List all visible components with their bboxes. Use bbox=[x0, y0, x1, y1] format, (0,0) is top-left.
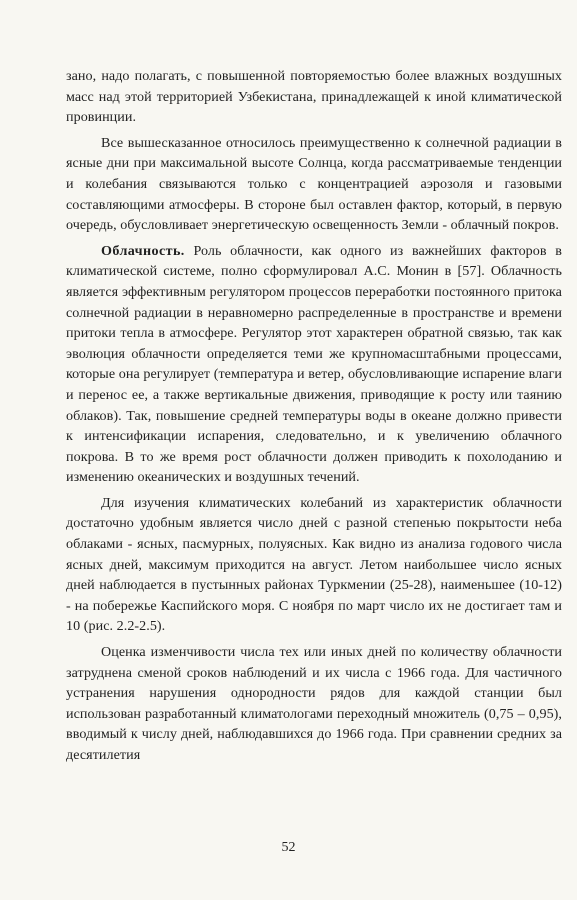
page-body bbox=[66, 66, 562, 771]
paragraph-3-text: Роль облачности, как одного из важнейших факторов в климатической системе, полно сформулировал А.С. Монин в [57]. Облачность является эффективным регулятором процессов переработки постоянного притока солнечной радиации в неравномерно распределенные в пространстве и времени притоки тепла в атмосфере. Регулятор этот характерен обратной связью, так как эволюция облачности определяется теми же крупномасштабными процессами, которые она регулирует (температура и ветер, обусловливающие испарение влаги и перенос ее, а также вертикальные движения, приводящие к росту или таянию облаков). Так, повышение средней температуры воды в океане должно привести к интенсификации испарения, следовательно, и к увеличению облачного покрова. В то же время рост облачности должен приводить к похолоданию и изменению океанических и воздушных течений. bbox=[66, 242, 562, 486]
paragraph-4: Для изучения климатических колебаний из характеристик облачности достаточно удобным является число дней с разной степенью покрытости неба облаками - ясных, пасмурных, полуясных. Как видно из анализа годового числа ясных дней, максимум приходится на август. Летом наибольшее число ясных дней наблюдается в пустынных районах Туркмении (25-28), наименьшее (10-12) - на побережье Каспийского моря. С ноября по март число их не достигает там и 10 (рис. 2.2-2.5). bbox=[66, 494, 562, 635]
section-term-cloudiness: Облачность. bbox=[101, 242, 185, 259]
paragraph-2: Все вышесказанное относилось преимущественно к солнечной радиации в ясные дни при максимальной высоте Солнца, когда рассматриваемые тенденции и колебания связываются только с концентрацией аэрозоля и газовыми составляющими атмосферы. В стороне был оставлен фактор, который, в первую очередь, обусловливает энергетическую освещенность Земли - облачный покров. bbox=[66, 134, 562, 234]
paragraph-3 bbox=[66, 241, 562, 488]
paragraph-1: зано, надо полагать, с повышенной повторяемостью более влажных воздушных масс над этой территорией Узбекистана, принадлежащей к иной климатической провинции. bbox=[66, 68, 562, 126]
paragraph-5: Оценка изменчивости числа тех или иных дней по количеству облачности затруднена сменой сроков наблюдений и их числа с 1966 года. Для частичного устранения нарушения однородности рядов для каждой станции был использован разработанный климатологами переходный множитель (0,75 – 0,95), вводимый к числу дней, наблюдавшихся до 1966 года. При сравнении средних за десятилетия bbox=[66, 644, 562, 763]
page-number: 52 bbox=[281, 840, 296, 855]
